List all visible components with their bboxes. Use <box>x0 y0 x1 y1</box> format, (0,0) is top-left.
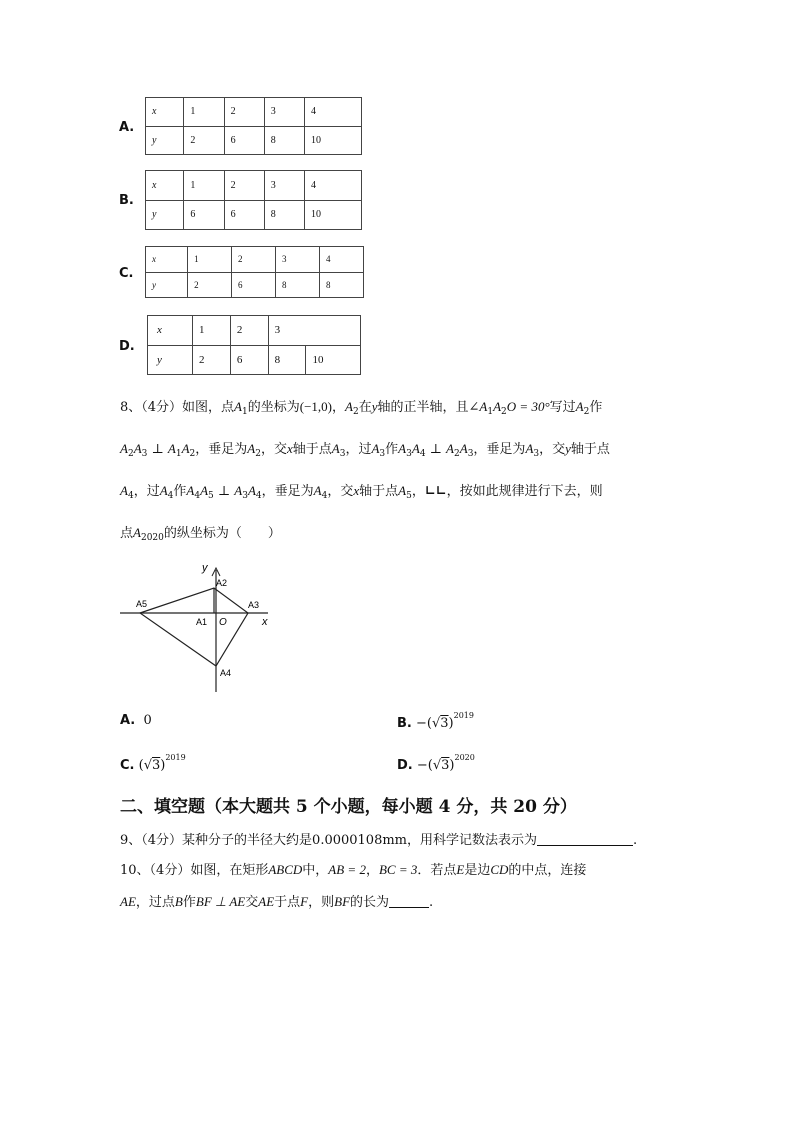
q8-text: 作 <box>173 484 187 499</box>
answer-b: B. $-(√3)^{2019}$ <box>397 711 474 731</box>
table-cell: 3 <box>276 247 320 273</box>
spiral-polygon <box>140 588 248 666</box>
math-expr: BF ⊥ AE <box>195 894 246 909</box>
math-expr: AB = 2 <box>328 862 366 877</box>
math-var: A <box>133 441 142 456</box>
q8-text: ，交 <box>327 484 354 499</box>
table-cell: x <box>146 247 188 273</box>
answer-a-label: A. <box>120 713 136 728</box>
q8-text: 写过 <box>549 400 576 415</box>
q10-text: 于点 <box>274 895 301 910</box>
math-sub: 4 <box>321 491 328 501</box>
answer-c-exponent: 2019 <box>165 753 186 762</box>
math-sub: 2 <box>255 449 261 459</box>
math-var: y <box>371 399 378 414</box>
table-cell: 8 <box>264 200 304 230</box>
table-cell: 6 <box>184 200 224 230</box>
q8-text: 轴于点 <box>292 442 332 457</box>
answer-b-sign: − <box>416 716 427 731</box>
math-var: A <box>493 399 502 414</box>
table-cell: 2 <box>230 316 268 346</box>
q10-text: 的长为 <box>350 895 390 910</box>
math-var: y <box>565 441 571 456</box>
label-a2: A2 <box>216 578 228 588</box>
table-cell: 3 <box>268 316 360 346</box>
label-a3: A3 <box>248 600 260 610</box>
q8-text: ，按如此规律进行下去，则 <box>446 484 603 499</box>
table-cell: 2 <box>224 98 264 127</box>
answer-a-text: 0 <box>143 713 152 728</box>
math-var: A <box>398 483 407 498</box>
answer-c-radicand: 3 <box>151 758 161 773</box>
answer-d-label: D. <box>397 758 413 773</box>
q8-text: 的纵坐标为（ ） <box>163 526 281 541</box>
q10-text: 交 <box>245 895 259 910</box>
math-var: AE <box>120 894 136 909</box>
math-sub: 3 <box>141 449 148 459</box>
option-d-label: D. <box>119 339 135 354</box>
math-sub: 2 <box>352 407 359 417</box>
table-cell: 6 <box>232 272 276 298</box>
math-sub: 4 <box>167 491 174 501</box>
table-cell: x <box>148 316 193 346</box>
option-d-table <box>147 315 361 375</box>
table-cell: y <box>146 200 184 230</box>
table-cell: 2 <box>232 247 276 273</box>
math-var: A <box>331 441 340 456</box>
q9-end: . <box>633 833 638 848</box>
table-cell: x <box>146 98 184 127</box>
table-cell: y <box>148 345 193 375</box>
math-var: A <box>345 399 353 414</box>
math-var: A <box>120 483 128 498</box>
math-sub: 2 <box>583 407 590 417</box>
q8-text: ，交 <box>539 442 566 457</box>
angle-value: O = 30° <box>506 399 550 414</box>
answer-d: D. $-(√3)^{2020}$ <box>397 753 475 773</box>
table-cell: 2 <box>188 272 232 298</box>
q8-line-3: $A_4$，过$A_4$作$A_4A_5$ ⊥ $A_3A_4$，垂足为$A_4$，交x轴于点$A_5$，∟∟，按如此规律进行下去，则 <box>120 483 603 501</box>
q8-text: 轴的正半轴，且∠ <box>377 400 480 415</box>
q8-text: 点 <box>120 526 134 541</box>
option-b-label: B. <box>119 193 134 208</box>
math-sub: 3 <box>406 449 412 459</box>
math-var: A <box>479 399 488 414</box>
math-sub: 4 <box>194 491 201 501</box>
q8-figure <box>118 558 288 694</box>
math-var: F <box>300 894 309 909</box>
q8-text: 在 <box>358 400 372 415</box>
math-sub: 2 <box>127 449 134 459</box>
q10-line-2 <box>120 895 433 909</box>
q8-text: ，垂足为 <box>473 442 526 457</box>
section-title: 二、填空题（本大题共 5 个小题，每小题 4 分，共 20 分） <box>120 797 577 817</box>
math-var: AE <box>258 894 275 909</box>
ellipsis: ∟∟ <box>424 484 447 499</box>
table-cell: y <box>146 126 184 155</box>
option-a-label: A. <box>119 120 135 135</box>
table-cell: 4 <box>319 247 363 273</box>
q10-text: ，过点 <box>135 895 175 910</box>
math-var: A <box>398 441 407 456</box>
math-sub: 2 <box>189 449 196 459</box>
math-var: A <box>313 483 322 498</box>
math-sub: 3 <box>242 491 248 501</box>
q8-line-1 <box>120 400 602 417</box>
answer-blank[interactable] <box>389 895 429 908</box>
q10-text: ， <box>365 863 379 878</box>
q8-text: 轴于点 <box>570 442 610 457</box>
answer-c: C. $(√3)^{2019}$ <box>120 753 186 773</box>
q8-text: ， <box>332 400 346 415</box>
table-cell: y <box>146 272 188 298</box>
math-var: B <box>174 894 183 909</box>
q9-line <box>120 833 637 847</box>
option-a-table <box>145 97 362 155</box>
q8-text: ，过 <box>345 442 372 457</box>
math-sub: 3 <box>533 449 540 459</box>
table-cell: 2 <box>184 126 224 155</box>
label-o: O <box>219 617 227 628</box>
table-cell: 2 <box>224 171 264 201</box>
table-cell: 10 <box>306 345 361 375</box>
math-var: A <box>234 399 242 414</box>
label-a4: A4 <box>220 668 232 678</box>
math-sub: 1 <box>242 407 248 417</box>
answer-d-radicand: 3 <box>441 758 450 773</box>
table-cell: 4 <box>304 171 361 201</box>
table-cell: 3 <box>264 171 304 201</box>
q8-text: 作 <box>589 400 603 415</box>
math-var: A <box>575 399 584 414</box>
q9-text: 9、（4分）某种分子的半径大约是0.0000108mm，用科学记数法表示为 <box>120 833 537 848</box>
math-var: A <box>247 483 256 498</box>
q8-text: 作 <box>385 442 399 457</box>
q10-text: 中， <box>302 863 329 878</box>
math-var: A <box>133 525 141 540</box>
math-var: A <box>120 441 128 456</box>
table-cell: 6 <box>230 345 268 375</box>
q8-text: 的坐标为 <box>247 400 300 415</box>
math-var: A <box>247 441 256 456</box>
q10-end: . <box>429 895 434 910</box>
q8-text: ，过 <box>133 484 160 499</box>
answer-a <box>120 713 152 728</box>
q8-line-4 <box>120 526 281 543</box>
option-c-table <box>145 246 364 298</box>
math-sub: 4 <box>255 491 262 501</box>
math-var: A <box>371 441 380 456</box>
math-var: A <box>200 483 209 498</box>
math-sub: 2 <box>501 407 507 417</box>
math-sub: 3 <box>339 449 346 459</box>
answer-c-label: C. <box>120 758 135 773</box>
math-var: A <box>159 483 168 498</box>
q10-text: ，则 <box>308 895 335 910</box>
table-cell: 2 <box>193 345 231 375</box>
table-cell: 3 <box>264 98 304 127</box>
q8-text: 8、（4分）如图，点 <box>120 400 235 415</box>
math-sub: 1 <box>175 449 182 459</box>
table-cell: 6 <box>224 126 264 155</box>
math-var: x <box>286 441 293 456</box>
math-var: A <box>446 441 454 456</box>
math-var: E <box>456 862 465 877</box>
q10-text: ．若点 <box>417 863 457 878</box>
math-expr: BC = 3 <box>378 862 418 877</box>
math-var: CD <box>490 862 509 877</box>
math-var: x <box>353 483 360 498</box>
math-sub: 1 <box>487 407 494 417</box>
table-cell: x <box>146 171 184 201</box>
table-cell: 8 <box>276 272 320 298</box>
q10-text: 是边 <box>464 863 491 878</box>
math-var: A <box>459 441 468 456</box>
q10-text: 的中点，连接 <box>508 863 587 878</box>
table-cell: 8 <box>264 126 304 155</box>
answer-blank[interactable] <box>537 833 633 846</box>
table-cell: 1 <box>184 171 224 201</box>
answer-d-sign: − <box>416 758 428 773</box>
math-var: A <box>525 441 534 456</box>
math-sub: 4 <box>419 449 426 459</box>
table-cell: 1 <box>184 98 224 127</box>
answer-b-label: B. <box>397 716 412 731</box>
label-a5: A5 <box>136 599 148 609</box>
math-var: A <box>186 483 195 498</box>
table-cell: 1 <box>188 247 232 273</box>
coordinate: (−1,0) <box>299 399 332 414</box>
table-cell: 6 <box>224 200 264 230</box>
answer-b-radicand: 3 <box>440 716 449 731</box>
math-sub: 5 <box>208 491 214 501</box>
math-var: ABCD <box>268 862 303 877</box>
math-sub: 2020 <box>140 533 164 543</box>
option-c-label: C. <box>119 266 134 281</box>
answer-b-exponent: 2019 <box>453 711 474 720</box>
label-a1: A1 <box>196 617 208 627</box>
math-var: BF <box>334 894 351 909</box>
math-sub: 4 <box>127 491 134 501</box>
q10-line-1 <box>120 863 586 877</box>
q10-text: 10、（4分）如图，在矩形 <box>120 863 269 878</box>
q8-text: ，垂足为 <box>261 484 314 499</box>
math-var: A <box>234 483 243 498</box>
math-var: A <box>181 441 190 456</box>
answer-d-exponent: 2020 <box>454 753 475 762</box>
table-cell: 4 <box>304 98 361 127</box>
table-cell: 1 <box>193 316 231 346</box>
math-var: A <box>411 441 420 456</box>
q10-text: 作 <box>182 895 196 910</box>
math-sub: 5 <box>406 491 412 501</box>
math-sub: 3 <box>379 449 386 459</box>
q8-text: ，垂足为 <box>195 442 248 457</box>
table-cell: 8 <box>268 345 306 375</box>
math-sub: 2 <box>454 449 460 459</box>
math-var: A <box>167 441 176 456</box>
option-b-table <box>145 170 362 230</box>
label-x: x <box>262 616 268 628</box>
label-y: y <box>202 562 208 574</box>
table-cell: 8 <box>319 272 363 298</box>
q8-text: 轴于点 <box>359 484 399 499</box>
math-sub: 3 <box>467 449 474 459</box>
q8-text: ，交 <box>260 442 287 457</box>
table-cell: 10 <box>304 126 361 155</box>
table-cell: 10 <box>304 200 361 230</box>
q8-line-2: $A_2A_3$ ⊥ $A_1A_2$，垂足为$A_2$，交x轴于点$A_3$，过$A_3$作$A_3A_4$ ⊥ $A_2A_3$，垂足为$A_3$，交y轴于点 <box>120 441 610 459</box>
